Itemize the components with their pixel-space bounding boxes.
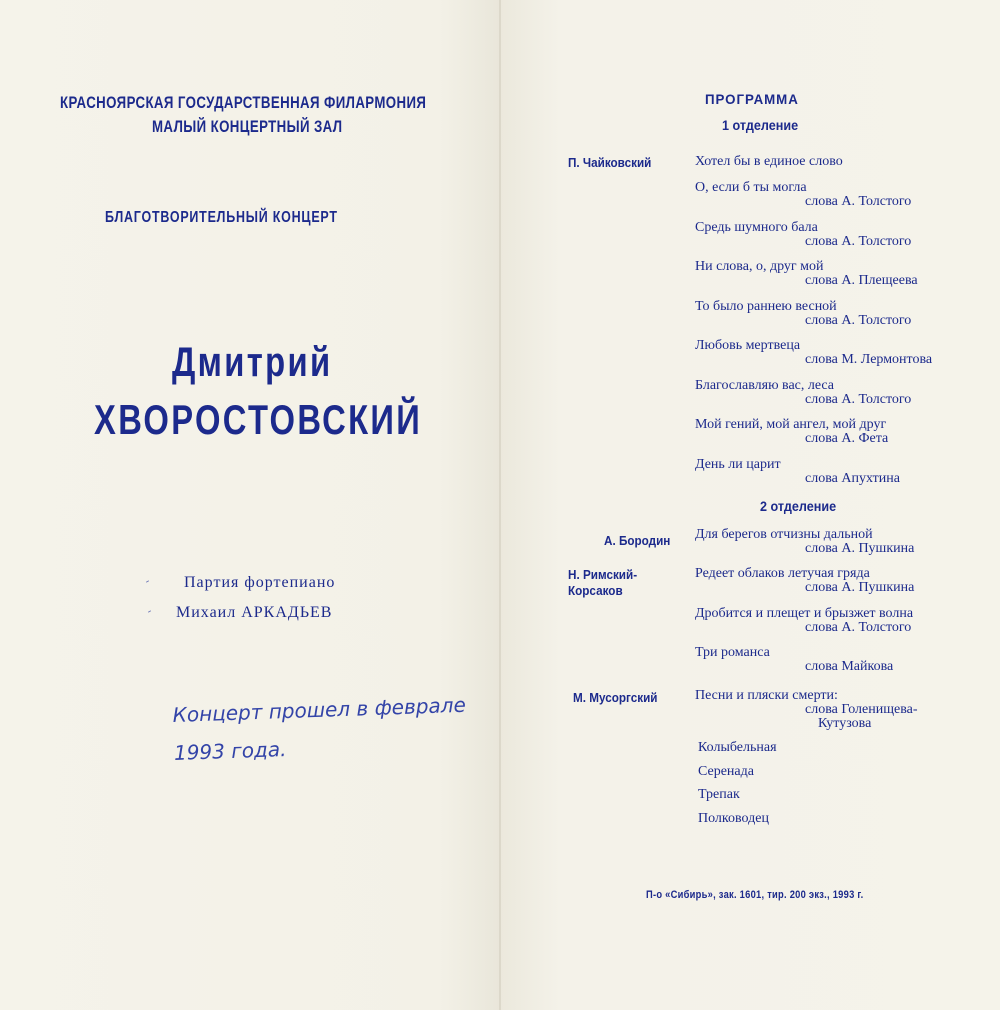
program-title: ПРОГРАММА	[705, 91, 799, 107]
part1-title: 1 отделение	[722, 117, 799, 133]
song-lyricist: слова А. Пушкина	[805, 541, 915, 556]
performer-first-name: Дмитрий	[172, 338, 333, 385]
song-title: Мой гений, мой ангел, мой друг	[695, 417, 887, 432]
song-title: Хотел бы в единое слово	[695, 154, 843, 169]
pianist-name: Михаил АРКАДЬЕВ	[176, 604, 333, 621]
song-lyricist: слова А. Пушкина	[805, 580, 915, 595]
composer-tchaikovsky: П. Чайковский	[568, 155, 652, 170]
song-lyricist: слова Апухтина	[805, 471, 900, 486]
song-title: Три романса	[695, 645, 770, 660]
performer-last-name: ХВОРОСТОВСКИЙ	[94, 396, 423, 443]
cycle-part: Трепак	[698, 787, 740, 802]
cycle-part: Серенада	[698, 764, 754, 779]
handwritten-note: Концерт прошел в феврале 1993 года.	[172, 692, 467, 765]
song-title: Ни слова, о, друг мой	[695, 259, 824, 274]
song-lyricist: слова А. Плещеева	[805, 273, 918, 288]
song-title: Для берегов отчизны дальной	[695, 527, 873, 542]
cycle-part: Полководец	[698, 811, 769, 826]
event-title: БЛАГОТВОРИТЕЛЬНЫЙ КОНЦЕРТ	[105, 209, 338, 226]
song-lyricist: слова М. Лермонтова	[805, 352, 933, 367]
song-title: Редеет облаков летучая гряда	[695, 566, 870, 581]
composer-rimsky-korsakov: Н. Римский-	[568, 567, 638, 582]
song-lyricist: слова А. Толстого	[805, 234, 912, 249]
song-title: То было раннею весной	[695, 299, 837, 314]
song-lyricist: слова А. Толстого	[805, 392, 912, 407]
organization-name: КРАСНОЯРСКАЯ ГОСУДАРСТВЕННАЯ ФИЛАРМОНИЯ	[60, 93, 427, 112]
song-title: Средь шумного бала	[695, 220, 818, 235]
cycle-part: Колыбельная	[698, 740, 777, 755]
piano-part-label: Партия фортепиано	[184, 574, 336, 591]
right-page	[500, 0, 1000, 1010]
song-title: День ли царит	[695, 457, 781, 472]
song-lyricist: слова А. Толстого	[805, 620, 912, 635]
composer-mussorgsky: М. Мусоргский	[573, 690, 658, 705]
cycle-title: Песни и пляски смерти:	[695, 688, 838, 703]
part2-title: 2 отделение	[760, 498, 837, 514]
song-title: Любовь мертвеца	[695, 338, 801, 353]
song-lyricist: слова А. Фета	[805, 431, 889, 446]
cycle-lyricist-line2: Кутузова	[818, 716, 872, 731]
composer-borodin: А. Бородин	[604, 533, 671, 548]
hall-name: МАЛЫЙ КОНЦЕРТНЫЙ ЗАЛ	[152, 117, 343, 136]
cycle-lyricist: слова Голенищева-	[805, 702, 918, 717]
song-lyricist: слова А. Толстого	[805, 313, 912, 328]
song-lyricist: слова Майкова	[805, 659, 894, 674]
song-title: Дробится и плещет и брызжет волна	[695, 606, 914, 621]
composer-rimsky-korsakov-line2: Корсаков	[568, 583, 623, 598]
song-title: О, если б ты могла	[695, 180, 807, 195]
page-fold	[499, 0, 501, 1010]
song-title: Благославляю вас, леса	[695, 378, 835, 393]
song-lyricist: слова А. Толстого	[805, 194, 912, 209]
printer-footer: П-о «Сибирь», зак. 1601, тир. 200 экз., 1993 г.	[646, 889, 864, 901]
